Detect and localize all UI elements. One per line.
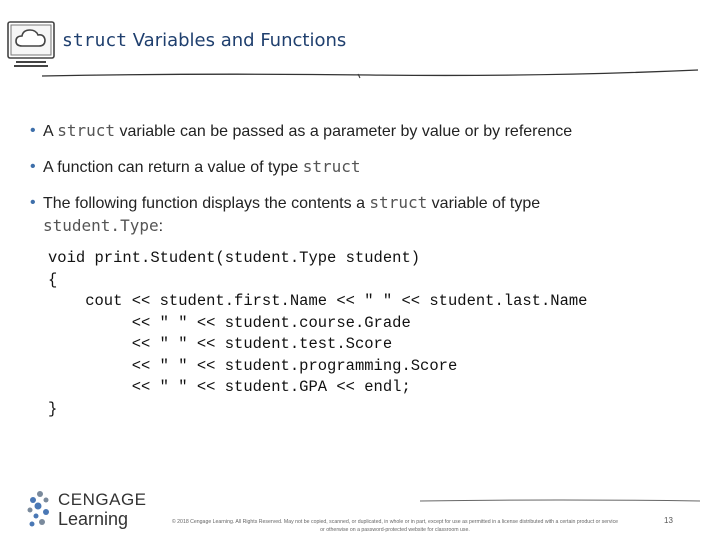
copyright-line: or otherwise on a password-protected website for classroom use. <box>320 527 470 533</box>
code-line: } <box>48 399 58 418</box>
code-line: << " " << student.course.Grade <box>48 313 411 332</box>
cengage-mark-icon <box>26 490 54 530</box>
bullet-text: A function can return a value of type <box>43 159 303 176</box>
bullet-icon: • <box>30 122 36 139</box>
code-line: { <box>48 270 58 289</box>
bullet-keyword: struct <box>57 121 116 140</box>
bullet-keyword: struct <box>302 157 361 176</box>
bullet-icon: • <box>30 158 36 175</box>
code-line: << " " << student.GPA << endl; <box>48 378 411 396</box>
title-rest: Variables and Functions <box>127 30 347 51</box>
logo-text-top: CENGAGE <box>58 490 147 509</box>
bullet-text: : <box>158 218 164 235</box>
bullet-text: variable can be passed as a parameter by value or by reference <box>115 123 573 140</box>
code-line: cout << student.first.Name << " " << student.last.Name <box>48 292 588 310</box>
footer-divider <box>420 495 700 505</box>
copyright-line: © 2018 Cengage Learning. All Rights Reserved. May not be copied, scanned, or duplicated, in whole or in part, except for use as permitted in a license distributed with a certain product or service <box>171 519 619 525</box>
code-line: << " " << student.test.Score <box>48 335 393 353</box>
title-underline <box>40 60 700 84</box>
bullet-keyword: struct <box>369 193 428 212</box>
bullet-text: variable of type <box>427 195 541 212</box>
code-line: << " " << student.programming.Score <box>48 356 458 375</box>
title-keyword: struct <box>62 30 128 51</box>
logo-text-bottom: Learning <box>58 509 129 529</box>
bullet-item <box>30 120 700 143</box>
bullet-keyword: student.Type <box>43 216 159 235</box>
bullet-item <box>30 156 700 179</box>
bullet-text: The following function displays the contents a <box>43 195 370 212</box>
code-line: void print.Student(student.Type student) <box>48 249 421 267</box>
code-block <box>48 248 588 420</box>
bullet-item <box>30 192 700 238</box>
copyright-notice <box>130 518 660 534</box>
page-title <box>62 30 346 51</box>
page-number: 13 <box>664 516 673 525</box>
bullet-text: A <box>43 123 58 140</box>
bullet-icon: • <box>30 194 36 211</box>
bullet-list <box>30 120 700 251</box>
